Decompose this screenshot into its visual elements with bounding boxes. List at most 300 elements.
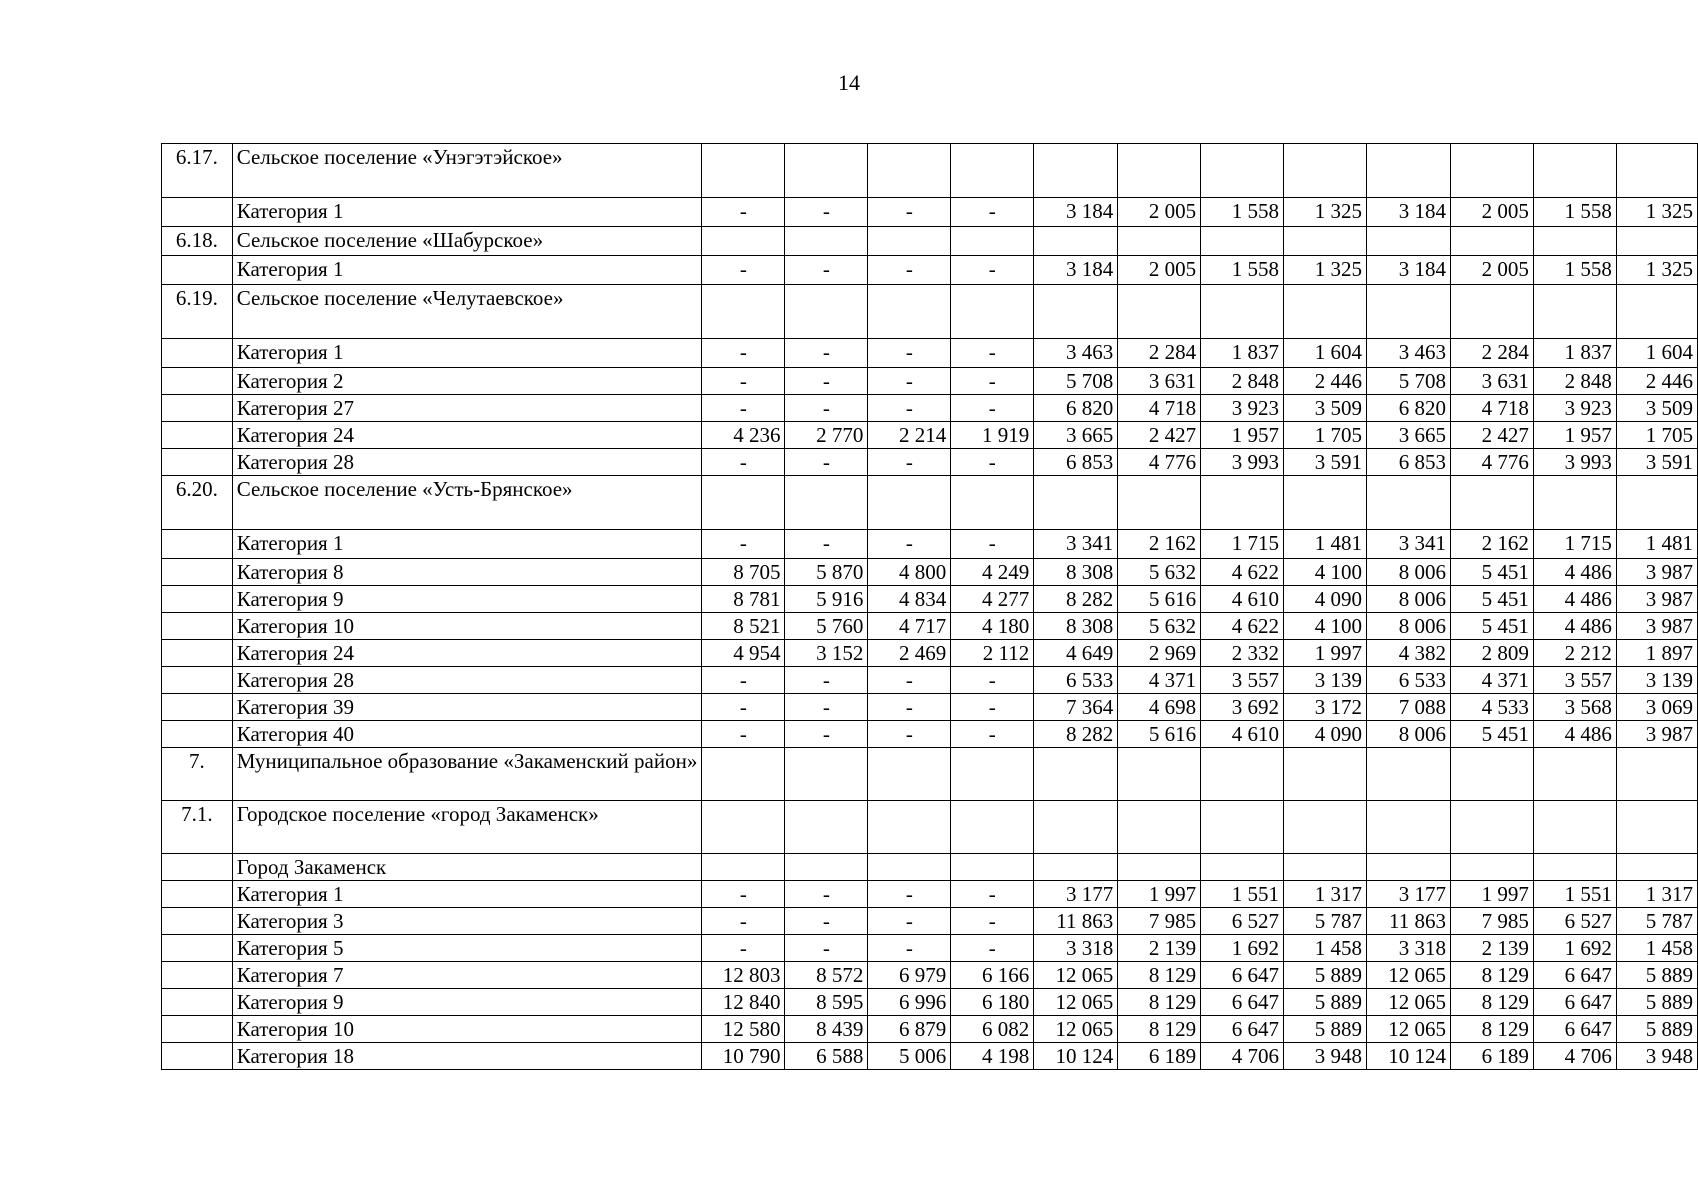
value-cell: 12 065 [1366,962,1450,989]
row-label: Категория 28 [232,667,702,694]
value-cell [785,285,868,339]
value-cell [1118,748,1201,801]
value-cell [1034,144,1118,198]
table-row [162,1043,1698,1070]
value-cell: 3 463 [1034,339,1118,368]
value-cell: 1 837 [1201,339,1284,368]
value-cell: 6 879 [868,1016,951,1043]
row-label: Сельское поселение «Шабурское» [232,227,702,256]
table-row [162,339,1698,368]
value-cell [1366,801,1450,854]
value-cell: 4 371 [1118,667,1201,694]
value-cell: 7 985 [1450,908,1533,935]
value-cell: 1 997 [1118,881,1201,908]
value-cell: - [785,935,868,962]
value-cell: - [785,881,868,908]
value-cell: 2 005 [1118,198,1201,227]
value-cell: - [868,449,951,476]
value-cell: - [702,935,785,962]
value-cell: 3 948 [1616,1043,1697,1070]
value-cell: 8 006 [1366,721,1450,748]
value-cell: 6 996 [868,989,951,1016]
value-cell: 1 997 [1450,881,1533,908]
value-cell [1284,227,1367,256]
value-cell [1366,476,1450,530]
table-row [162,854,1698,881]
value-cell: 1 481 [1284,530,1367,559]
value-cell [1616,144,1697,198]
row-number [162,339,233,368]
value-cell [1201,285,1284,339]
value-cell: - [868,530,951,559]
value-cell: 5 787 [1616,908,1697,935]
value-cell: 4 090 [1284,586,1367,613]
table-row [162,801,1698,854]
value-cell: 1 481 [1616,530,1697,559]
value-cell: 4 834 [868,586,951,613]
value-cell: 3 152 [785,640,868,667]
value-cell: - [785,530,868,559]
value-cell [1366,748,1450,801]
value-cell: 4 180 [951,613,1034,640]
row-label: Сельское поселение «Унэгэтэйское» [232,144,702,198]
row-number: 6.17. [162,144,233,198]
value-cell: 3 568 [1533,694,1616,721]
value-cell [1616,854,1697,881]
value-cell [785,227,868,256]
value-cell: 1 558 [1533,198,1616,227]
row-label: Категория 18 [232,1043,702,1070]
table-row [162,667,1698,694]
row-number [162,422,233,449]
value-cell [1533,227,1616,256]
value-cell: 2 469 [868,640,951,667]
value-cell: 1 325 [1284,256,1367,285]
value-cell: 4 533 [1450,694,1533,721]
value-cell: 3 184 [1366,198,1450,227]
value-cell: 1 317 [1616,881,1697,908]
value-cell [951,285,1034,339]
value-cell [1450,476,1533,530]
value-cell: - [868,908,951,935]
value-cell: 8 006 [1366,613,1450,640]
row-number [162,935,233,962]
value-cell: 8 595 [785,989,868,1016]
value-cell: 3 509 [1616,395,1697,422]
table-row [162,1016,1698,1043]
value-cell [1616,476,1697,530]
value-cell: 8 439 [785,1016,868,1043]
row-number: 6.20. [162,476,233,530]
value-cell: 5 451 [1450,613,1533,640]
value-cell: 12 065 [1366,989,1450,1016]
value-cell: 8 129 [1118,989,1201,1016]
row-number [162,256,233,285]
row-label: Категория 1 [232,339,702,368]
table-row [162,748,1698,801]
value-cell: 1 957 [1201,422,1284,449]
value-cell: 6 853 [1034,449,1118,476]
value-cell: 5 451 [1450,721,1533,748]
value-cell: - [785,694,868,721]
value-cell: 5 889 [1284,962,1367,989]
value-cell: - [951,368,1034,395]
value-cell: 3 184 [1034,256,1118,285]
value-cell: - [702,881,785,908]
value-cell: 4 706 [1533,1043,1616,1070]
value-cell [1450,227,1533,256]
row-label: Категория 7 [232,962,702,989]
row-label: Категория 1 [232,198,702,227]
row-number [162,640,233,667]
value-cell [1366,227,1450,256]
value-cell: 2 427 [1450,422,1533,449]
table-row [162,962,1698,989]
value-cell: 8 282 [1034,586,1118,613]
row-number [162,198,233,227]
value-cell: 1 558 [1201,198,1284,227]
value-cell: 6 533 [1366,667,1450,694]
value-cell: 1 325 [1284,198,1367,227]
value-cell [702,476,785,530]
value-cell: 1 458 [1284,935,1367,962]
value-cell: 2 005 [1450,198,1533,227]
value-cell: - [868,694,951,721]
value-cell: 5 889 [1616,1016,1697,1043]
value-cell [1450,748,1533,801]
value-cell: - [785,908,868,935]
value-cell: 5 451 [1450,559,1533,586]
value-cell: 4 706 [1201,1043,1284,1070]
row-number [162,449,233,476]
row-label: Категория 28 [232,449,702,476]
value-cell: 4 100 [1284,559,1367,586]
value-cell: - [868,395,951,422]
value-cell: 4 649 [1034,640,1118,667]
value-cell [702,801,785,854]
row-label: Категория 10 [232,1016,702,1043]
value-cell: 5 616 [1118,586,1201,613]
value-cell: - [702,395,785,422]
value-cell: 4 371 [1450,667,1533,694]
value-cell: 11 863 [1366,908,1450,935]
value-cell: - [702,908,785,935]
value-cell: 3 948 [1284,1043,1367,1070]
value-cell: - [785,339,868,368]
value-cell: 3 987 [1616,613,1697,640]
value-cell: 3 069 [1616,694,1697,721]
value-cell: - [785,256,868,285]
value-cell: 3 987 [1616,559,1697,586]
value-cell: 4 100 [1284,613,1367,640]
value-cell [951,144,1034,198]
value-cell [1450,144,1533,198]
row-number: 6.19. [162,285,233,339]
row-label: Категория 27 [232,395,702,422]
value-cell: 3 184 [1366,256,1450,285]
value-cell [702,227,785,256]
table-row [162,144,1698,198]
value-cell: 4 249 [951,559,1034,586]
value-cell [785,144,868,198]
value-cell: 8 129 [1118,1016,1201,1043]
row-number [162,530,233,559]
value-cell: 1 692 [1201,935,1284,962]
value-cell: 2 848 [1533,368,1616,395]
value-cell: 1 317 [1284,881,1367,908]
value-cell: 1 715 [1533,530,1616,559]
value-cell [1118,144,1201,198]
value-cell [1284,285,1367,339]
value-cell [702,144,785,198]
value-cell: 4 382 [1366,640,1450,667]
value-cell: 5 889 [1616,962,1697,989]
value-cell: 2 112 [951,640,1034,667]
value-cell: 4 610 [1201,586,1284,613]
value-cell: 3 591 [1616,449,1697,476]
value-cell: - [785,721,868,748]
table-row [162,559,1698,586]
value-cell: - [785,449,868,476]
value-cell: 2 969 [1118,640,1201,667]
value-cell [1284,748,1367,801]
value-cell: 6 166 [951,962,1034,989]
row-number [162,694,233,721]
value-cell [951,854,1034,881]
value-cell [1533,144,1616,198]
table-row [162,908,1698,935]
value-cell: 1 919 [951,422,1034,449]
value-cell: 12 065 [1366,1016,1450,1043]
value-cell: 1 604 [1616,339,1697,368]
value-cell: 8 006 [1366,559,1450,586]
row-label: Категория 1 [232,530,702,559]
value-cell: - [951,256,1034,285]
row-label: Городское поселение «город Закаменск» [232,801,702,854]
value-cell: 8 572 [785,962,868,989]
value-cell: 3 631 [1450,368,1533,395]
value-cell [868,144,951,198]
value-cell: 4 198 [951,1043,1034,1070]
table-row [162,989,1698,1016]
value-cell: 6 082 [951,1016,1034,1043]
table-row [162,881,1698,908]
value-cell: 1 715 [1201,530,1284,559]
value-cell: - [702,530,785,559]
value-cell [1118,854,1201,881]
value-cell: 1 837 [1533,339,1616,368]
value-cell: 8 308 [1034,613,1118,640]
value-cell [785,748,868,801]
value-cell: 3 923 [1533,395,1616,422]
value-cell: 10 124 [1034,1043,1118,1070]
value-cell: 1 705 [1284,422,1367,449]
value-cell: - [785,368,868,395]
value-cell: - [702,339,785,368]
value-cell: - [702,449,785,476]
value-cell: 5 870 [785,559,868,586]
row-number [162,1043,233,1070]
value-cell: - [951,721,1034,748]
value-cell: 2 427 [1118,422,1201,449]
table-row [162,640,1698,667]
value-cell: 5 708 [1366,368,1450,395]
value-cell: 5 632 [1118,613,1201,640]
value-cell [1366,854,1450,881]
value-cell: 1 705 [1616,422,1697,449]
value-cell: 3 993 [1533,449,1616,476]
value-cell: 3 172 [1284,694,1367,721]
table-row [162,935,1698,962]
value-cell: 3 341 [1034,530,1118,559]
value-cell: - [702,694,785,721]
value-cell [702,285,785,339]
row-number [162,908,233,935]
value-cell: 5 708 [1034,368,1118,395]
value-cell: 8 308 [1034,559,1118,586]
value-cell [1616,801,1697,854]
value-cell: 3 993 [1201,449,1284,476]
value-cell: 6 189 [1450,1043,1533,1070]
value-cell: 3 177 [1034,881,1118,908]
value-cell [868,748,951,801]
value-cell: 6 588 [785,1043,868,1070]
row-number [162,395,233,422]
value-cell: 4 718 [1450,395,1533,422]
value-cell: 4 776 [1118,449,1201,476]
value-cell: 3 139 [1616,667,1697,694]
value-cell: 1 957 [1533,422,1616,449]
row-number [162,854,233,881]
value-cell: 3 341 [1366,530,1450,559]
value-cell [1533,285,1616,339]
value-cell: 8 781 [702,586,785,613]
value-cell [1201,476,1284,530]
value-cell [868,285,951,339]
value-cell: 3 987 [1616,721,1697,748]
value-cell: 3 318 [1034,935,1118,962]
table-row [162,227,1698,256]
value-cell: 3 557 [1201,667,1284,694]
value-cell: 2 809 [1450,640,1533,667]
value-cell: - [868,256,951,285]
value-cell: 3 987 [1616,586,1697,613]
value-cell [702,748,785,801]
value-cell: 10 124 [1366,1043,1450,1070]
value-cell [1366,285,1450,339]
value-cell: 5 616 [1118,721,1201,748]
value-cell [1284,144,1367,198]
value-cell [1118,285,1201,339]
value-cell: 6 527 [1201,908,1284,935]
value-cell: 3 177 [1366,881,1450,908]
value-cell: - [702,368,785,395]
value-cell: 2 005 [1450,256,1533,285]
value-cell: - [951,908,1034,935]
table-row [162,422,1698,449]
value-cell: 6 647 [1533,989,1616,1016]
value-cell [1034,227,1118,256]
value-cell: 3 631 [1118,368,1201,395]
value-cell: 3 509 [1284,395,1367,422]
value-cell [702,854,785,881]
value-cell: 2 332 [1201,640,1284,667]
value-cell: 8 129 [1450,989,1533,1016]
value-cell: 4 622 [1201,559,1284,586]
value-cell: 4 718 [1118,395,1201,422]
row-label: Сельское поселение «Челутаевское» [232,285,702,339]
value-cell: 1 997 [1284,640,1367,667]
row-label: Категория 3 [232,908,702,935]
value-cell [1533,748,1616,801]
value-cell: - [868,368,951,395]
value-cell [1118,227,1201,256]
value-cell [1034,748,1118,801]
row-label: Категория 5 [232,935,702,962]
value-cell: 4 610 [1201,721,1284,748]
value-cell [1450,801,1533,854]
value-cell: - [868,667,951,694]
value-cell: 5 451 [1450,586,1533,613]
value-cell [951,748,1034,801]
value-cell [1034,476,1118,530]
row-label: Категория 40 [232,721,702,748]
table-row [162,256,1698,285]
value-cell: 4 486 [1533,613,1616,640]
value-cell: 3 665 [1034,422,1118,449]
value-cell [1450,285,1533,339]
value-cell [1034,285,1118,339]
value-cell: 1 325 [1616,198,1697,227]
value-cell: 12 840 [702,989,785,1016]
value-cell [951,476,1034,530]
value-cell: 3 557 [1533,667,1616,694]
row-number [162,667,233,694]
row-label: Категория 1 [232,256,702,285]
page-number: 14 [838,70,860,95]
row-label: Категория 9 [232,989,702,1016]
value-cell [1616,748,1697,801]
value-cell: 8 006 [1366,586,1450,613]
value-cell: 4 236 [702,422,785,449]
value-cell [1616,227,1697,256]
value-cell [1533,854,1616,881]
value-cell: 7 088 [1366,694,1450,721]
value-cell: 4 277 [951,586,1034,613]
value-cell: 12 065 [1034,962,1118,989]
row-number [162,962,233,989]
value-cell: 6 820 [1366,395,1450,422]
row-label: Сельское поселение «Усть-Брянское» [232,476,702,530]
value-cell: 5 889 [1284,989,1367,1016]
value-cell: 2 770 [785,422,868,449]
value-cell: 6 533 [1034,667,1118,694]
value-cell: 4 954 [702,640,785,667]
row-number [162,881,233,908]
value-cell: 11 863 [1034,908,1118,935]
value-cell: - [868,198,951,227]
value-cell: 4 486 [1533,559,1616,586]
value-cell [1533,476,1616,530]
table-row [162,586,1698,613]
value-cell: 2 162 [1118,530,1201,559]
value-cell: 4 486 [1533,721,1616,748]
value-cell [1366,144,1450,198]
row-number [162,721,233,748]
value-cell: - [785,198,868,227]
value-cell: 3 184 [1034,198,1118,227]
value-cell: - [951,881,1034,908]
